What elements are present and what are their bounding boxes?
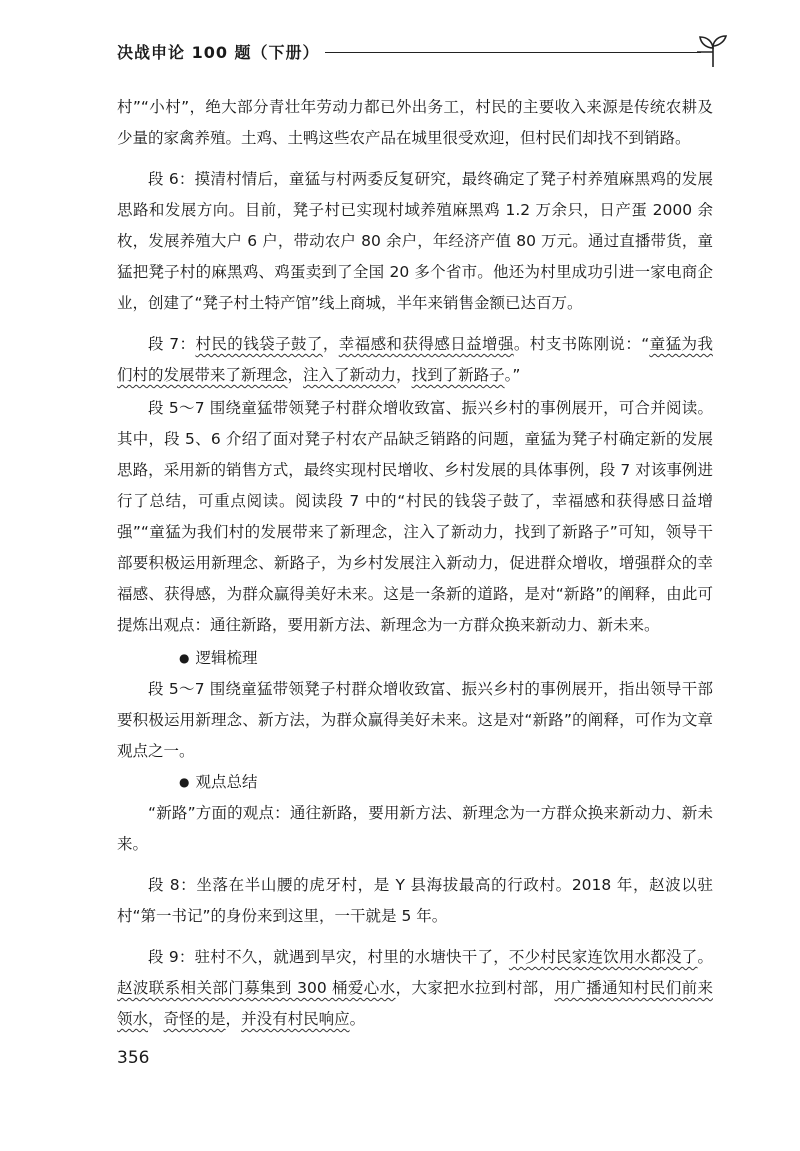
punctuation: 。	[349, 1010, 366, 1028]
underlined-phrase: 注入了新动力	[303, 366, 397, 384]
underlined-phrase: 用广播通知村民们前来领水	[117, 979, 713, 1028]
punctuation: ，	[148, 1010, 164, 1028]
underlined-phrase: 童猛为我们村的发展带来了新理念	[117, 335, 713, 384]
logic-heading	[117, 643, 713, 674]
summary-paragraph: “新路”方面的观点：通往新路，要用新方法、新理念为一方群众换来新动力、新未来。	[117, 804, 713, 853]
underlined-phrase: 赵波联系相关部门募集到 300 桶爱心水	[117, 979, 396, 997]
page-number: 356	[117, 1048, 150, 1068]
punctuation: 。	[697, 948, 713, 966]
summary-heading-label: 观点总结	[195, 773, 258, 791]
punctuation: ，	[287, 366, 304, 384]
book-title: 决战申论 100 题（下册）	[117, 43, 320, 62]
paragraph-lead: 段 9：驻村不久，就遇到旱灾，村里的水塘快干了，	[148, 948, 509, 966]
sprout-icon	[697, 34, 729, 68]
logic-paragraph: 段 5～7 围绕童猛带领凳子村群众增收致富、振兴乡村的事例展开，指出领导干部要积极运用新理念、新方法，为群众赢得美好未来。这是对“新路”的阐释，可作为文章观点之一。	[117, 680, 713, 760]
logic-heading-label: 逻辑梳理	[195, 649, 258, 667]
underlined-phrase: 幸福感和获得感日益增强	[338, 335, 514, 353]
paragraph-continued: 村”“小村”，绝大部分青壮年劳动力都已外出务工，村民的主要收入来源是传统农耕及少量的家禽养殖。土鸡、土鸭这些农产品在城里很受欢迎，但村民们却找不到销路。	[117, 98, 713, 147]
punctuation: 。”	[504, 366, 521, 384]
paragraph-8: 段 8：坐落在半山腰的虎牙村，是 Y 县海拔最高的行政村。2018 年，赵波以驻村“第一书记”的身份来到这里，一干就是 5 年。	[117, 876, 713, 925]
inline-text: ，大家把水拉到村部，	[395, 979, 555, 997]
running-header	[117, 34, 729, 74]
summary-heading	[117, 767, 713, 798]
bullet-icon: ●	[179, 651, 190, 665]
underlined-phrase: 不少村民家连饮用水都没了	[508, 948, 698, 966]
paragraph-9	[117, 942, 713, 1035]
punctuation: ，	[225, 1010, 242, 1028]
inline-text: 。村支书陈刚说：“	[513, 335, 650, 353]
underlined-phrase: 并没有村民响应	[241, 1010, 350, 1028]
paragraph-7	[117, 329, 713, 391]
punctuation: ，	[322, 335, 339, 353]
header-rule	[325, 52, 701, 53]
punctuation: ，	[396, 366, 412, 384]
analysis-paragraph: 段 5～7 围绕童猛带领凳子村群众增收致富、振兴乡村的事例展开，可合并阅读。其中，段 5、6 介绍了面对凳子村农产品缺乏销路的问题，童猛为凳子村确定新的发展思路，采用新的销售方式，最终实现村民增收、乡村发展的具体事例，段 7 对该事例进行了总结，可重点阅读。阅读段 7 中的“村民的钱袋子鼓了，幸福感和获得感日益增强”“童猛为我们村的发展带来了新理念，注入了新动力，找到了新路子”可知，领导干部要积极运用新理念、新路子，为乡村发展注入新动力，促进群众增收，增强群众的幸福感、获得感，为群众赢得美好未来。这是一条新的道路，是对“新路”的阐释，由此可提炼出观点：通往新路，要用新方法、新理念为一方群众换来新动力、新未来。	[117, 399, 713, 634]
bullet-icon: ●	[179, 775, 190, 789]
page-body	[117, 92, 713, 1035]
underlined-phrase: 村民的钱袋子鼓了	[195, 335, 323, 353]
paragraph-6: 段 6：摸清村情后，童猛与村两委反复研究，最终确定了凳子村养殖麻黑鸡的发展思路和发展方向。目前，凳子村已实现村域养殖麻黑鸡 1.2 万余只，日产蛋 2000 余枚，发展养殖大户 6 户，带动农户 80 余户，年经济产值 80 万元。通过直播带货，童猛把凳子村的麻黑鸡、鸡蛋卖到了全国 20 多个省市。他还为村里成功引进一家电商企业，创建了“凳子村土特产馆”线上商城，半年来销售金额已达百万。	[117, 170, 713, 312]
underlined-phrase: 找到了新路子	[411, 366, 505, 384]
underlined-phrase: 奇怪的是	[163, 1010, 226, 1028]
paragraph-lead: 段 7：	[148, 335, 196, 353]
